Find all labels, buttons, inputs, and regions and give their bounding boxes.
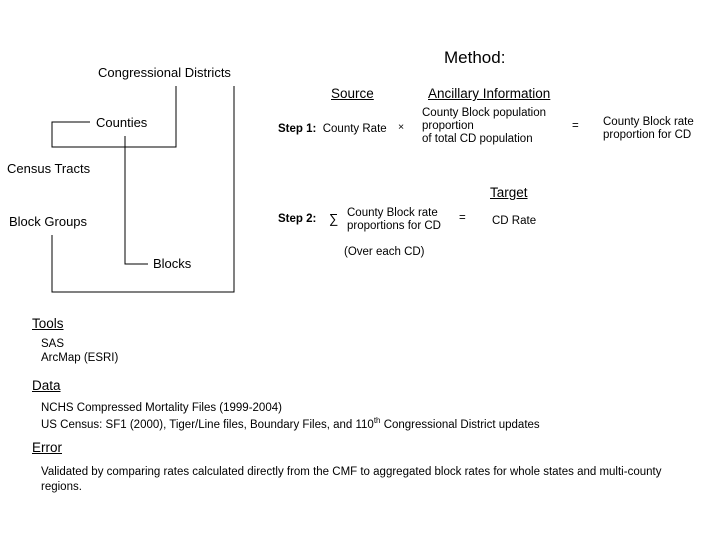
step1-result-line2: proportion for CD xyxy=(603,129,692,142)
cd-label: Congressional Districts xyxy=(98,65,231,80)
step1-times: × xyxy=(398,121,405,133)
tools-item: SAS xyxy=(41,338,65,350)
census-tracts-label: Census Tracts xyxy=(7,161,91,176)
step1-ancillary-line2: proportion xyxy=(422,120,474,133)
step1-ancillary-line3: of total CD population xyxy=(422,133,533,146)
tools-heading: Tools xyxy=(32,316,64,331)
step2-term xyxy=(347,207,441,233)
data-line1: NCHS Compressed Mortality Files (1999-2004) xyxy=(41,402,282,414)
step2-sigma: ∑ xyxy=(329,211,339,226)
step2-term-line2: proportions for CD xyxy=(347,220,441,233)
step2-label: Step 2: xyxy=(278,213,317,225)
step1-source: County Rate xyxy=(322,123,387,135)
source-header: Source xyxy=(331,86,374,101)
data-line2-prefix: US Census: SF1 (2000), Tiger/Line files, Boundary Files, and 110 xyxy=(41,418,374,431)
data-heading: Data xyxy=(32,378,61,393)
step1-result-line1: County Block rate xyxy=(603,116,694,128)
counties-label: Counties xyxy=(96,115,148,130)
step2-note: (Over each CD) xyxy=(344,246,425,258)
block-groups-label: Block Groups xyxy=(9,214,88,229)
step1-result xyxy=(603,116,694,142)
ancillary-header: Ancillary Information xyxy=(428,86,551,101)
data-line2-suffix: Congressional District updates xyxy=(380,418,540,431)
step1-ancillary xyxy=(422,107,546,147)
step2-term-line1: County Block rate xyxy=(347,207,438,219)
step1-label-text: Step 1: xyxy=(278,123,317,135)
step1-ancillary-line1: County Block population xyxy=(422,107,547,119)
method-title: Method: xyxy=(444,48,506,67)
connector-counties-blocks xyxy=(125,136,148,264)
step1-equals: = xyxy=(572,120,579,132)
step2-result: CD Rate xyxy=(492,215,537,227)
step2-equals: = xyxy=(459,212,466,224)
data-line2 xyxy=(41,416,540,432)
blocks-label: Blocks xyxy=(153,256,192,271)
error-heading: Error xyxy=(32,440,62,455)
target-header: Target xyxy=(490,185,528,200)
tools-item: ArcMap (ESRI) xyxy=(41,352,119,364)
error-text: Validated by comparing rates calculated directly from the CMF to aggregated block rates for whole states and multi-county regions. xyxy=(41,466,662,493)
step1-label xyxy=(278,123,387,136)
data-line2-sup: th xyxy=(373,416,381,425)
